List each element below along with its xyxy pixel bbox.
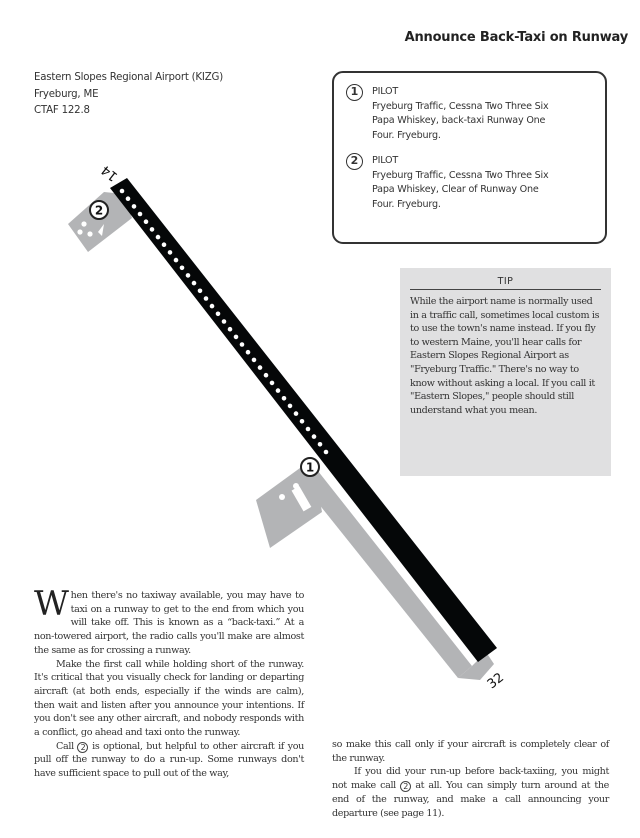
airport-frequency: CTAF 122.8 <box>34 105 90 116</box>
runway-light <box>186 273 191 278</box>
runway-light <box>276 388 281 393</box>
runway-light <box>216 312 221 317</box>
runway-light <box>228 327 233 332</box>
runway-light <box>300 419 305 424</box>
marker-1-label: 1 <box>305 460 315 475</box>
drop-cap: W <box>34 584 69 624</box>
call-role: PILOT <box>372 86 399 97</box>
call-reference-badge: 2 <box>400 781 411 792</box>
runway-light <box>264 373 269 378</box>
runway-light <box>168 250 173 255</box>
paragraph-4-text-b: at all. You can simply turn around at the end of the runway, and make a call announcing your departure (see page 11). <box>332 780 609 819</box>
body-column-left <box>34 584 304 781</box>
runway-light <box>150 227 155 232</box>
paragraph-3 <box>34 740 304 781</box>
tip-heading: TIP <box>410 276 601 290</box>
runway-light <box>192 281 197 286</box>
airport-location: Fryeburg, ME <box>34 88 99 100</box>
runway-light <box>294 411 299 416</box>
runway-light <box>144 219 149 224</box>
runup-dot <box>87 231 92 236</box>
runway-number-14: 14 <box>98 161 121 184</box>
runway-light <box>306 427 311 432</box>
runway-light <box>252 358 257 363</box>
runway-light <box>234 335 239 340</box>
runway-light <box>258 365 263 370</box>
call-number-badge: 1 <box>346 84 363 101</box>
paragraph-4 <box>332 765 609 820</box>
tip-body: While the airport name is normally used in a traffic call, sometimes local custom is to use the town's name instead. If you fly to western Maine, you'll hear calls for Eastern Slopes Regional Airport as "Fryeburg Traffic." There's no way to know without asking a local. If you call it "Eastern Slopes," people should still understand what you mean. <box>410 296 600 416</box>
runway-light <box>138 212 143 217</box>
paragraph-4-text-a: If you did your run-up before back-taxiing, you might not make call <box>332 766 609 792</box>
runway-light <box>198 289 203 294</box>
paragraph-3-text-a: Call <box>56 740 78 752</box>
runway-light <box>324 450 329 455</box>
runway-light <box>312 434 317 439</box>
marker-2-label: 2 <box>94 203 104 218</box>
runway-light <box>240 342 245 347</box>
paragraph-3-text-b: is optional, but helpful to other aircraft if you pull off the runway to do a run-up. Some runways don't have sufficient space to pull out of the way, <box>34 740 304 780</box>
parallel-taxiway <box>298 466 472 678</box>
runup-dot <box>77 229 82 234</box>
runway-light <box>174 258 179 263</box>
position-marker-1 <box>301 458 319 476</box>
paragraph-2: Make the first call while holding short of the runway. It's critical that you visually check for landing or departing aircraft (at both ends, especially if the winds are calm), then wait and listen after you announce your intentions. If you don't see any other aircraft, and nobody responds with a conflict, go ahead and taxi onto the runway. <box>34 658 304 739</box>
runway-light <box>282 396 287 401</box>
call-text: Fryeburg Traffic, Cessna Two Three Six Papa Whiskey, Clear of Runway One Four. Fryeburg. <box>372 169 549 210</box>
runway-light <box>288 404 293 409</box>
runway-number-32: 32 <box>484 670 507 693</box>
call-reference-badge: 2 <box>77 742 88 753</box>
call-number-badge: 2 <box>346 153 363 170</box>
call-text: Fryeburg Traffic, Cessna Two Three Six Papa Whiskey, back-taxi Runway One Four. Fryeburg. <box>372 100 549 141</box>
page-title: Announce Back-Taxi on Runway <box>404 30 628 45</box>
paragraph-1-text: hen there's no taxiway available, you may have to taxi on a runway to get to the end from which you will take off. This is known as a “back-taxi.” At a non-towered airport, the radio calls you'll make are almost the same as for crossing a runway. <box>34 590 304 656</box>
runway-lights <box>120 189 329 455</box>
paragraph-3-continued: so make this call only if your aircraft is completely clear of the runway. <box>332 739 609 764</box>
runup-dot <box>293 483 299 489</box>
runup-dot <box>81 221 86 226</box>
position-marker-2 <box>90 201 108 219</box>
runway-light <box>180 266 185 271</box>
runway-light <box>318 442 323 447</box>
runway-light <box>222 319 227 324</box>
runway-light <box>126 196 131 201</box>
paragraph-1 <box>34 584 304 658</box>
runup-dot <box>279 494 285 500</box>
body-column-right <box>332 738 609 820</box>
runway-light <box>120 189 125 194</box>
call-role: PILOT <box>372 155 399 166</box>
airport-name: Eastern Slopes Regional Airport (KIZG) <box>34 72 223 83</box>
runway-light <box>156 235 161 240</box>
runway-light <box>162 242 167 247</box>
runway-light <box>246 350 251 355</box>
runway-light <box>270 381 275 386</box>
runway-light <box>210 304 215 309</box>
runway-light <box>132 204 137 209</box>
runway-light <box>204 296 209 301</box>
